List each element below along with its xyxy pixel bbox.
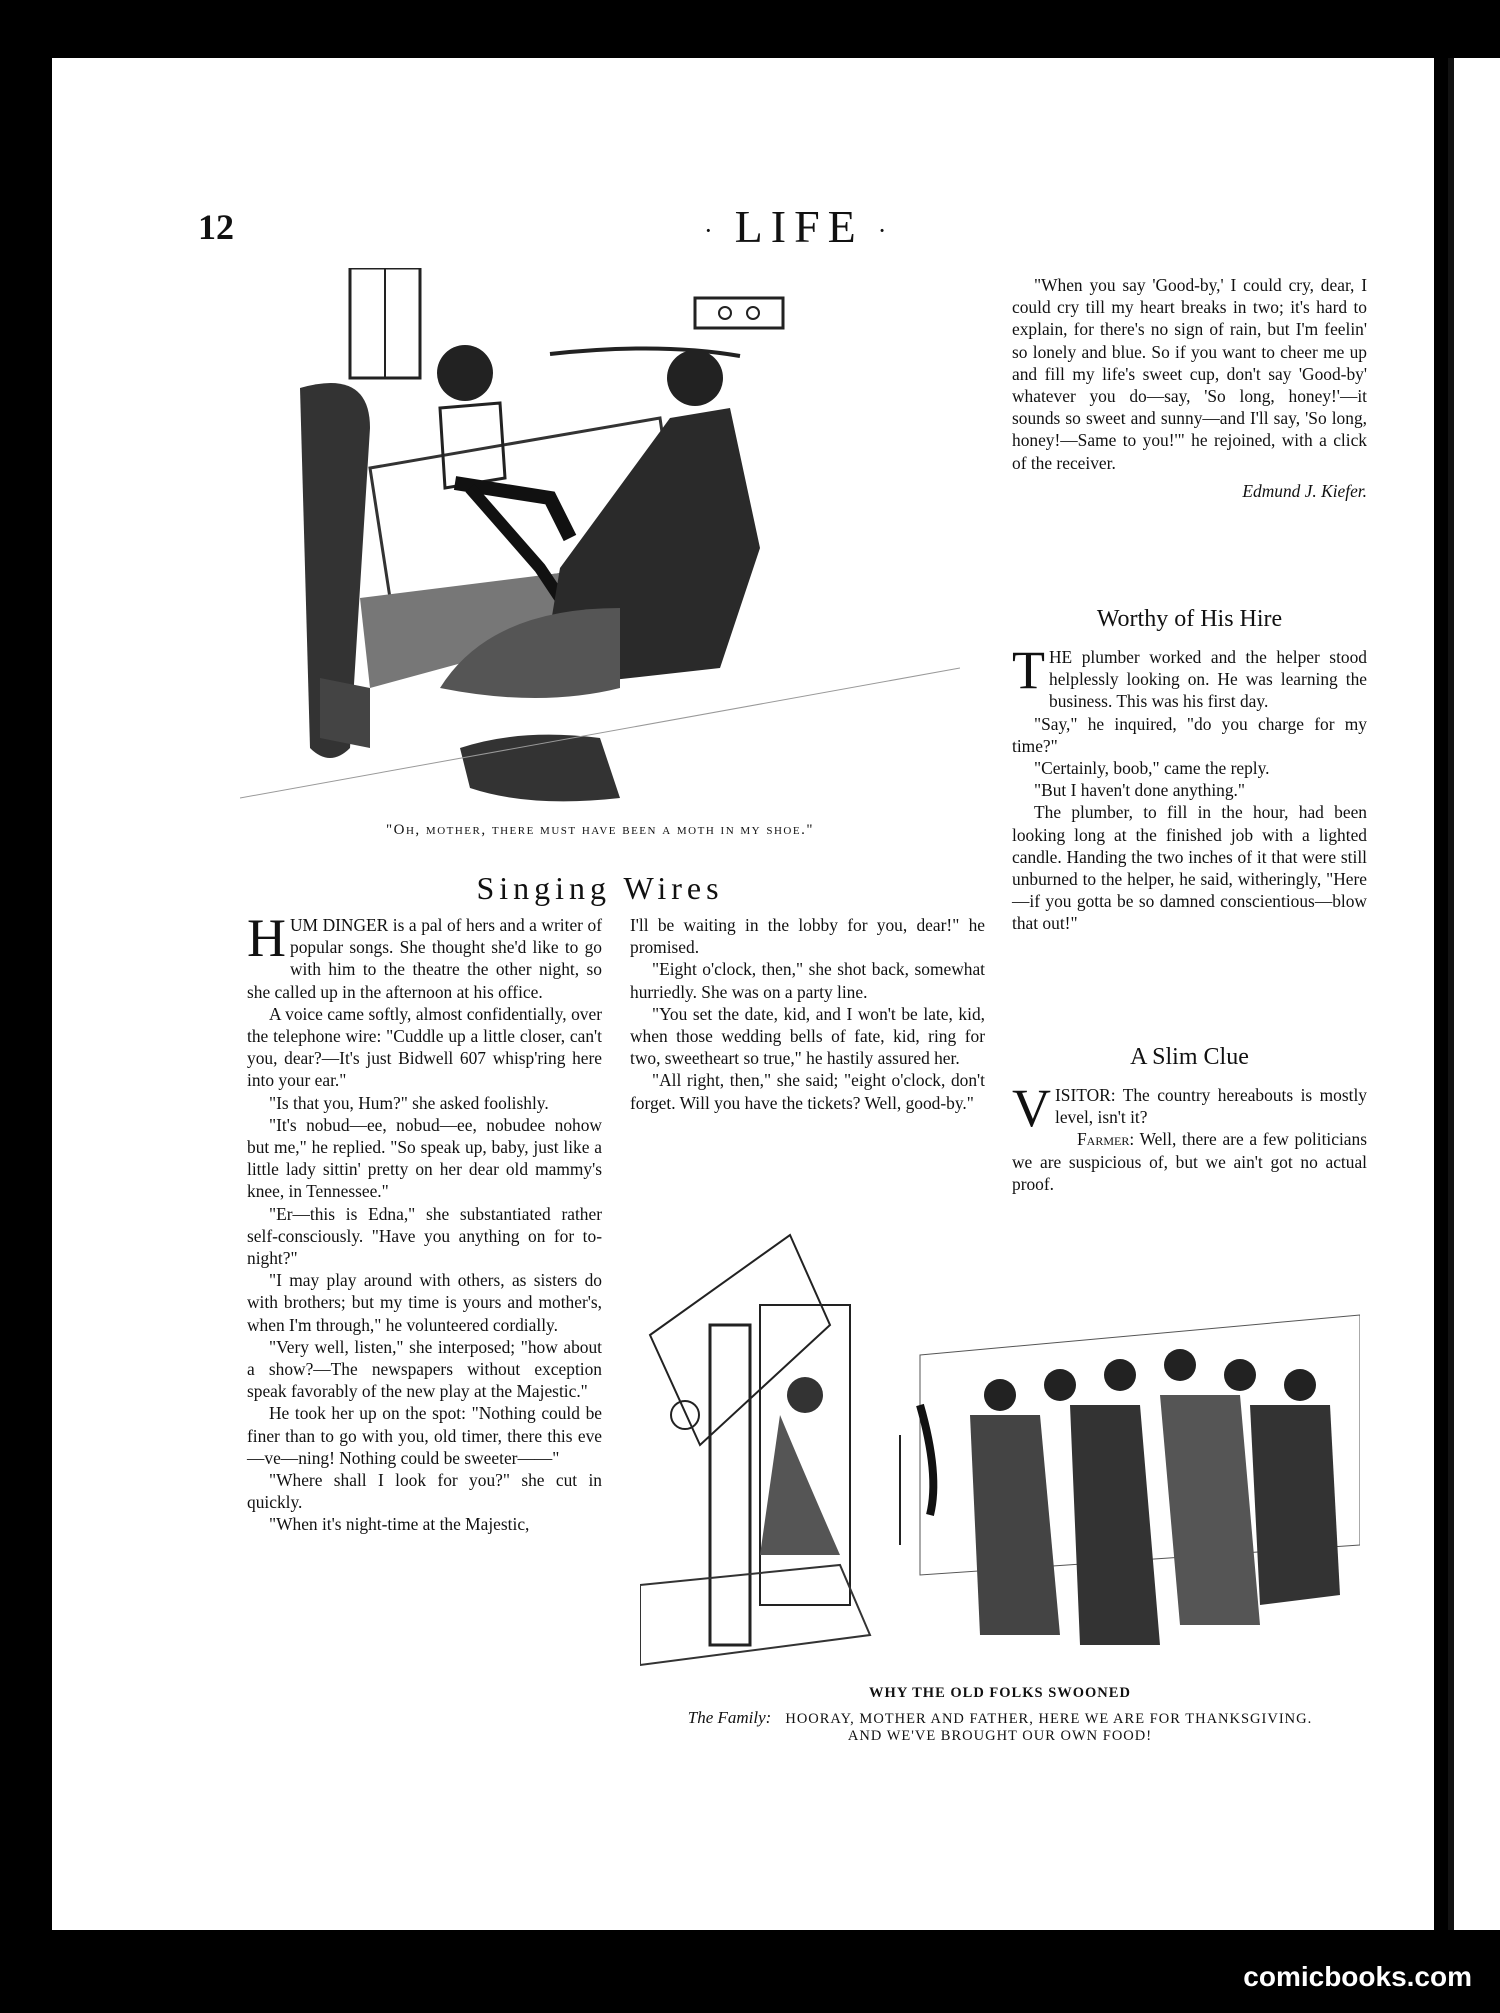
paragraph: "Is that you, Hum?" she asked foolishly. bbox=[269, 1092, 549, 1113]
paragraph: "Say," he inquired, "do you charge for my time?" bbox=[1012, 713, 1367, 756]
masthead bbox=[690, 200, 908, 253]
paragraph: He took her up on the spot: "Nothing could be finer than to go with you, old timer, there this eve—ve—ning! Nothing could be sweeter——" bbox=[247, 1403, 602, 1468]
page-number: 12 bbox=[198, 207, 234, 247]
paragraph: "When it's night-time at the Majestic, bbox=[269, 1514, 530, 1535]
worthy-of-his-hire-body bbox=[1012, 640, 1367, 935]
paragraph: I'll be waiting in the lobby for you, dear!" he promised. bbox=[630, 915, 985, 958]
paragraph: "You set the date, kid, and I won't be late, kid, when those wedding bells of fate, kid, ring for two, sweetheart so true," he hastily assured her. bbox=[630, 1003, 985, 1069]
worthy-lead-paragraph bbox=[1012, 640, 1367, 713]
drop-cap: H bbox=[247, 908, 286, 968]
singing-wires-column-3 bbox=[1012, 274, 1367, 502]
paragraph: "Er—this is Edna," she substantiated rather self-consciously. "Have you anything on for to-night?" bbox=[247, 1203, 602, 1269]
article-title-singing-wires: Singing Wires bbox=[476, 870, 724, 906]
masthead-dot-left: · bbox=[704, 216, 721, 246]
paragraph: "Very well, listen," she interposed; "how about a show?—The newspapers without exception speak favorably of the new play at the Majestic." bbox=[247, 1336, 602, 1402]
farmer-paragraph bbox=[1012, 1128, 1367, 1195]
paragraph: "Where shall I look for you?" she cut in quickly. bbox=[247, 1470, 602, 1513]
paragraph: A voice came softly, almost confidentially, over the telephone wire: "Cuddle up a little closer, can't you, dear?—It's just Bidwell 607 whisp'ring here into your ear." bbox=[247, 1003, 602, 1091]
paragraph: "Certainly, boob," came the reply. bbox=[1034, 758, 1270, 779]
lead-text: HE plumber worked and the helper stood helplessly looking on. He was learning the business. This was his first day. bbox=[1049, 647, 1367, 712]
mother-child-bedroom-drawing-icon bbox=[240, 268, 960, 816]
top-illustration-caption: "Oh, mother, there must have been a moth in my shoe." bbox=[386, 822, 814, 838]
paragraph: "When you say 'Good-by,' I could cry, dear, I could cry till my heart breaks in two; it's hard to explain, for there's no sign of rain, but I'm feelin' so lonely and blue. So if you want to cheer me up and fill my life's sweet cup, don't say 'Good-by' whatever you do—say, 'So long, honey!'—it sounds so sweet and sunny—and I'll say, 'So long, honey!—Same to you!'" he rejoined, with a click of the receiver. bbox=[1012, 275, 1367, 473]
singing-wires-lead-paragraph bbox=[247, 908, 602, 1003]
paragraph: "It's nobud—ee, nobud—ee, nobudee nohow but me," he replied. "So speak up, baby, just like a little lady sittin' pretty on her dear old mammy's knee, in Tennessee." bbox=[247, 1114, 602, 1202]
paragraph: "All right, then," she said; "eight o'clock, don't forget. Will you have the tickets? Well, good-by." bbox=[630, 1070, 985, 1113]
drop-cap: T bbox=[1012, 640, 1045, 700]
cartoon-dialogue-line-1 bbox=[630, 1708, 1370, 1728]
paragraph: "Eight o'clock, then," she shot back, somewhat hurriedly. She was on a party line. bbox=[630, 959, 985, 1002]
speaker-label: Farmer: bbox=[1077, 1129, 1135, 1150]
drop-cap: V bbox=[1012, 1078, 1051, 1138]
dialogue-text: HOORAY, MOTHER AND FATHER, HERE WE ARE FOR THANKSGIVING. bbox=[785, 1711, 1313, 1727]
crowd-at-doorway-drawing-icon bbox=[640, 1215, 1360, 1680]
article-title-worthy-of-his-hire: Worthy of His Hire bbox=[1096, 606, 1283, 632]
paragraph: "I may play around with others, as sisters do with brothers; but my time is yours and mother's, when I'm through," he volunteered cordially. bbox=[247, 1270, 602, 1335]
watermark: comicbooks.com bbox=[1243, 1961, 1472, 1992]
masthead-dot-right: · bbox=[877, 216, 895, 246]
bottom-illustration-caption bbox=[630, 1685, 1370, 1745]
a-slim-clue-body bbox=[1012, 1078, 1367, 1195]
byline: Edmund J. Kiefer. bbox=[1242, 480, 1367, 501]
speaker-label: The Family: bbox=[687, 1708, 772, 1727]
cartoon-title: WHY THE OLD FOLKS SWOONED bbox=[869, 1685, 1131, 1701]
singing-wires-column-2 bbox=[630, 914, 985, 1114]
farmer-text: Well, there are a few politicians we are suspicious of, but we ain't got no actual proof. bbox=[1012, 1129, 1367, 1194]
lead-text: ISITOR: The country hereabouts is mostly level, isn't it? bbox=[1055, 1085, 1367, 1128]
masthead-title: LIFE bbox=[734, 201, 864, 252]
lead-text: UM DINGER is a pal of hers and a writer of popular songs. She thought she'd like to go with him to the theatre the other night, so she called up in the afternoon at his office. bbox=[247, 915, 602, 1002]
singing-wires-column-1 bbox=[247, 908, 602, 1536]
cartoon-dialogue-line-2: AND WE'VE BROUGHT OUR OWN FOOD! bbox=[847, 1728, 1153, 1744]
paragraph: "But I haven't done anything." bbox=[1034, 780, 1246, 801]
slim-clue-lead-paragraph bbox=[1012, 1078, 1367, 1138]
article-title-a-slim-clue: A Slim Clue bbox=[1130, 1044, 1249, 1070]
paragraph: The plumber, to fill in the hour, had been looking long at the finished job with a lighted candle. Handing the two inches of it that were still unburned to the helper, he said, witheringly, "Here—if you gotta be so damned conscientious—blow that out!" bbox=[1012, 802, 1367, 934]
next-page-edge bbox=[1448, 58, 1500, 1930]
